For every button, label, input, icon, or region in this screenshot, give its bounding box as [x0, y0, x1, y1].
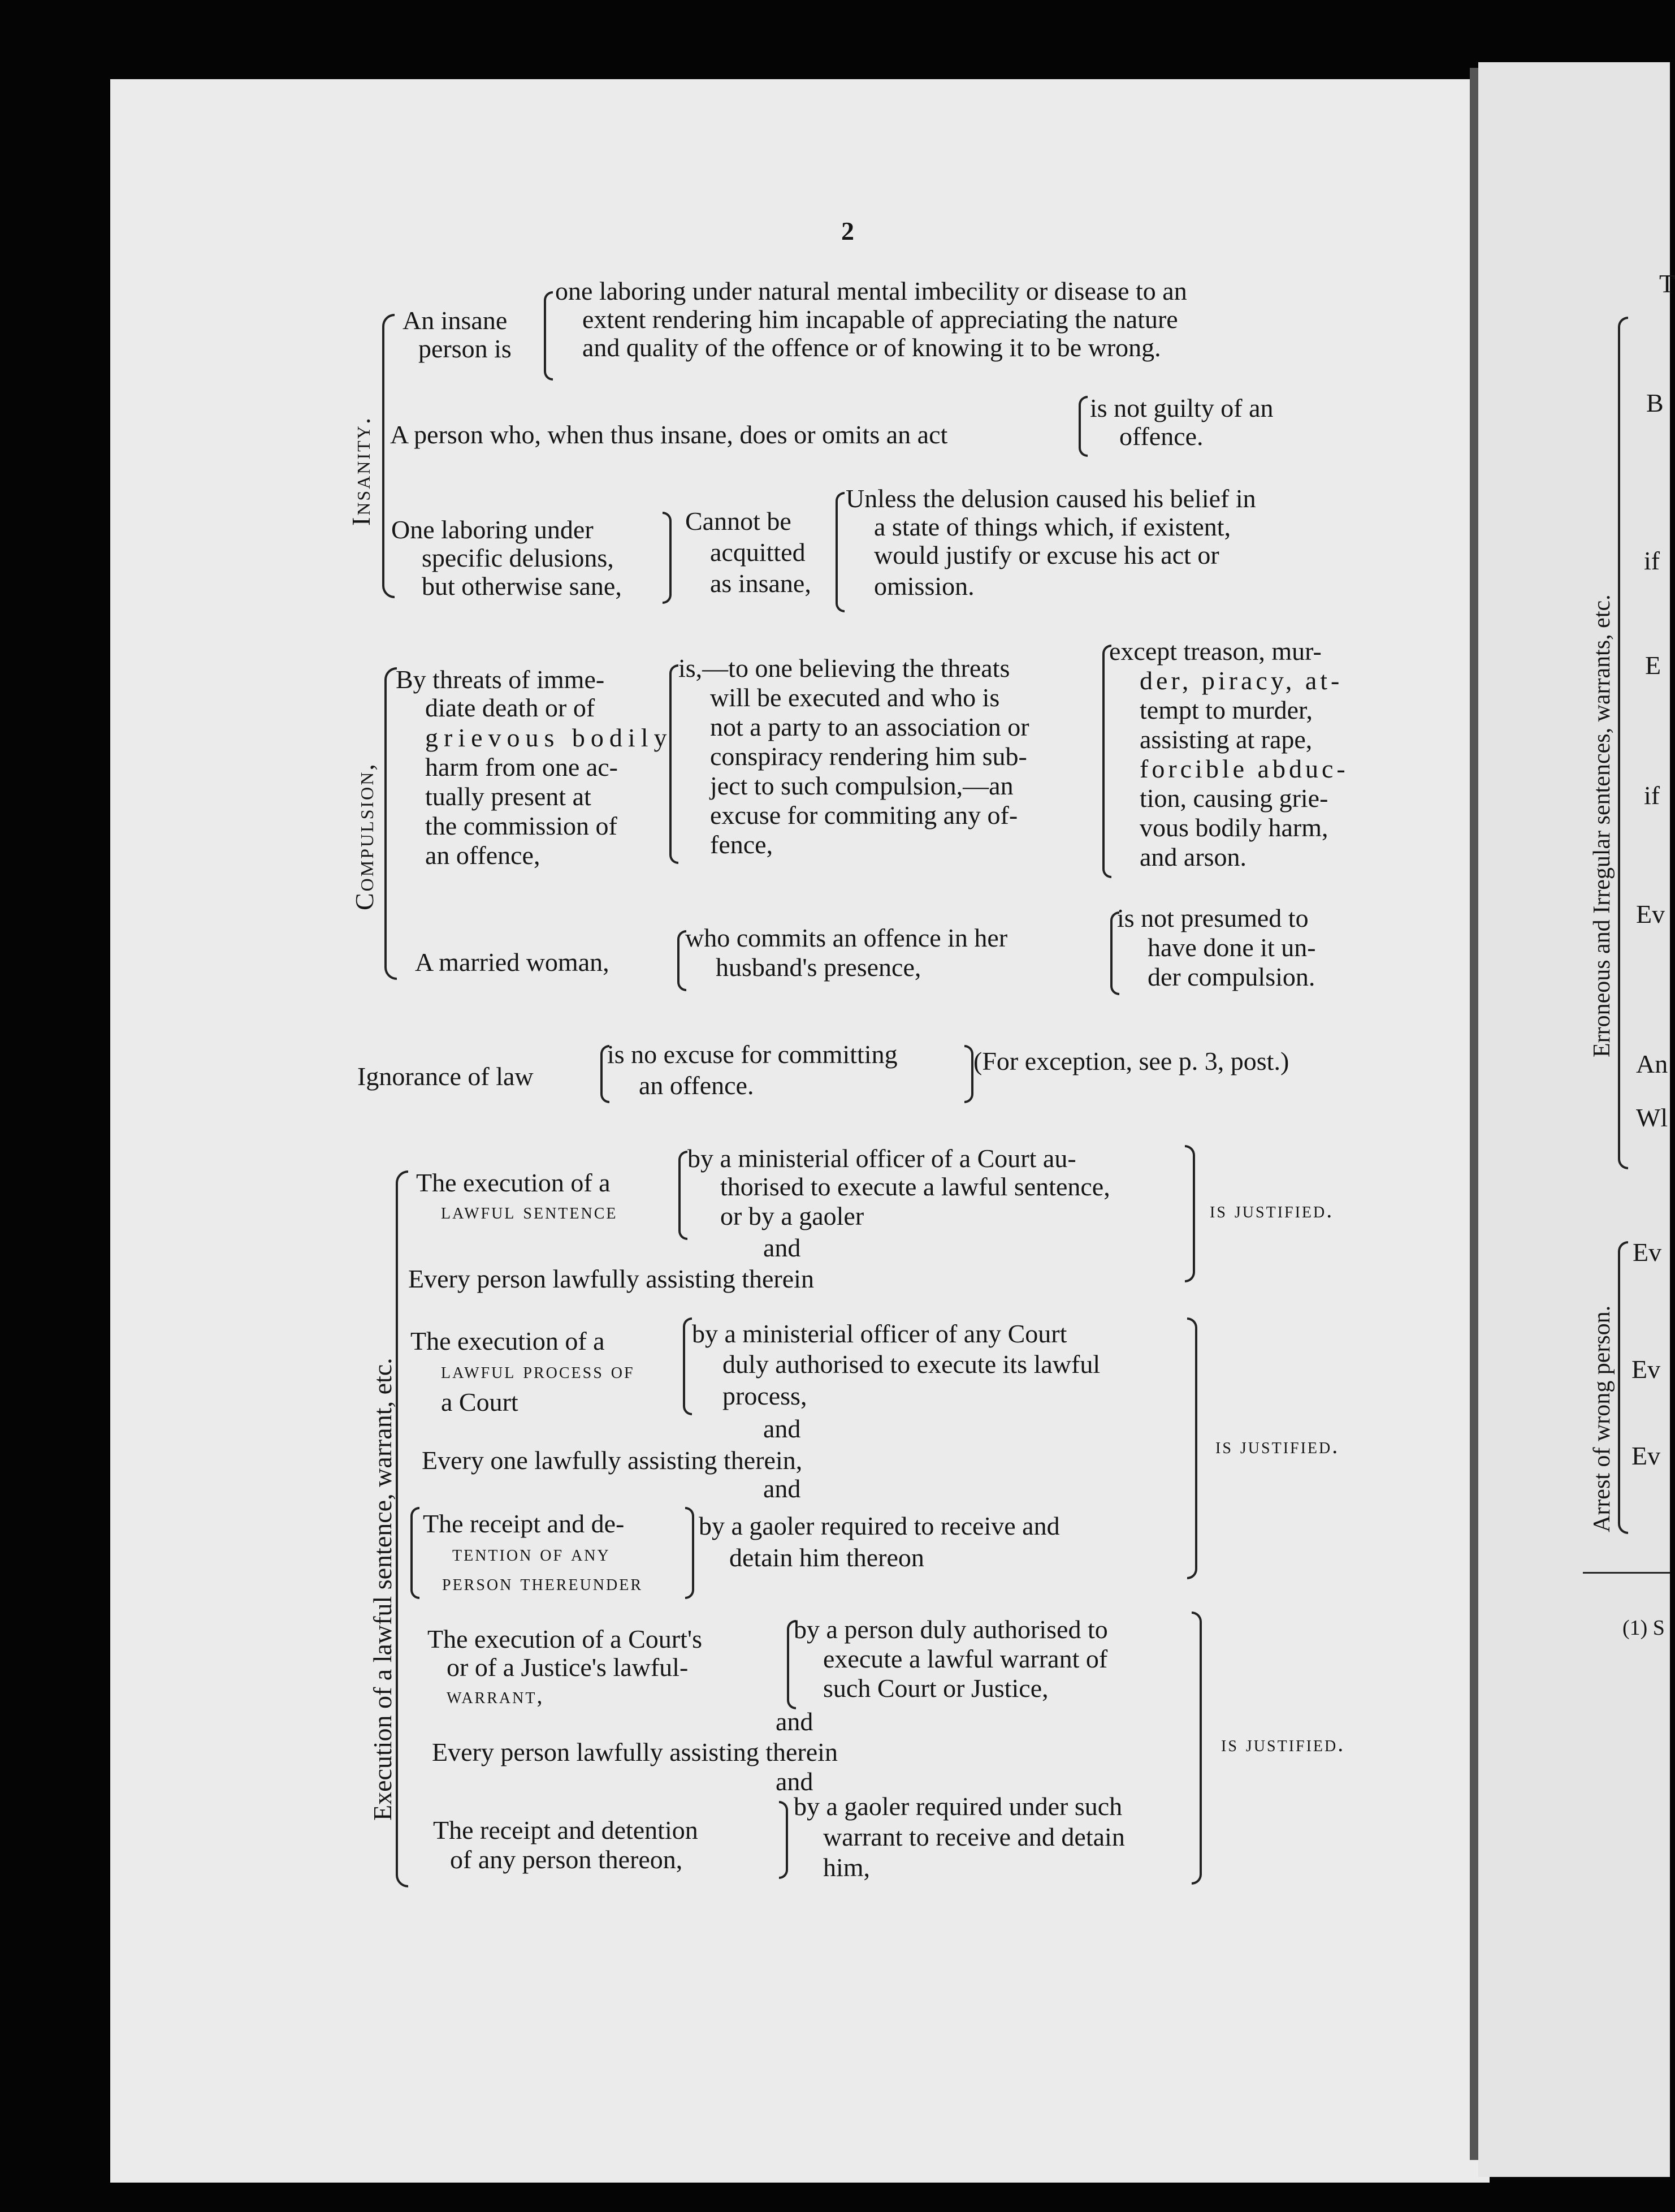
compulsion-r1-mid-3: not a party to an association or — [710, 712, 1029, 741]
right-fragment-6: Ev — [1636, 900, 1665, 928]
exec-g2-mid-1: by a ministerial officer of any Court — [692, 1319, 1067, 1348]
compulsion-r1-left-6: the commission of — [425, 811, 617, 840]
exec-g3-left-1: The execution of a Court's — [427, 1625, 703, 1653]
insanity-r3-mid-1: Cannot be — [685, 507, 791, 535]
insanity-r1-right-1: one laboring under natural mental imbecility or disease to an — [555, 276, 1187, 305]
exec-g2-receipt-mid-2: detain him thereon — [729, 1543, 924, 1572]
compulsion-r1-mid-2: will be executed and who is — [710, 683, 1000, 712]
ignorance-left: Ignorance of law — [357, 1062, 534, 1091]
exec-g2-receipt-mid-1: by a gaoler required to receive and — [699, 1511, 1060, 1540]
insanity-r3-brace-a — [663, 512, 672, 604]
exec-g2-mid-3: process, — [722, 1381, 807, 1410]
ignorance-mid-2: an offence. — [639, 1071, 754, 1100]
right-fragment-9: Ev — [1633, 1238, 1662, 1267]
ignorance-right: (For exception, see p. 3, post.) — [973, 1047, 1289, 1075]
exec-g1-every: Every person lawfully assisting therein — [408, 1264, 814, 1293]
exec-g3-mid-1: by a person duly authorised to — [794, 1615, 1108, 1644]
page-number: 2 — [841, 217, 854, 245]
exec-g2-receipt-brace — [685, 1507, 694, 1599]
compulsion-r1-left-2: diate death or of — [425, 693, 595, 722]
right-fragment-8: Wl — [1636, 1103, 1668, 1132]
right-fragment-2: B — [1646, 388, 1664, 417]
exec-g1-mid-3: or by a gaoler — [720, 1202, 864, 1230]
exec-g3-receipt-mid-1: by a gaoler required under such — [794, 1792, 1123, 1821]
exec-g3-receipt-mid-3: him, — [823, 1853, 871, 1882]
compulsion-r1-right-8: and arson. — [1140, 843, 1247, 871]
compulsion-r2-right-2: have done it un- — [1148, 933, 1316, 962]
exec-g1-mid-1: by a ministerial officer of a Court au- — [687, 1144, 1076, 1173]
insanity-r2-left: A person who, when thus insane, does or omits an act — [390, 420, 948, 449]
exec-g3-left-3: warrant, — [447, 1683, 544, 1708]
exec-g2-and: and — [763, 1414, 801, 1443]
execution-brace — [396, 1170, 408, 1887]
compulsion-r1-brace-a — [669, 664, 678, 864]
right-brace-2 — [1618, 1241, 1628, 1534]
compulsion-r1-right-4: assisting at rape, — [1140, 725, 1313, 754]
exec-g3-left-2: or of a Justice's lawful- — [447, 1653, 689, 1682]
insanity-r1-left-2: person is — [418, 334, 512, 363]
right-fragment-3: if — [1644, 546, 1660, 575]
compulsion-r1-mid-4: conspiracy rendering him sub- — [710, 742, 1027, 771]
insanity-r3-brace-b — [836, 492, 845, 612]
right-brace-1 — [1618, 317, 1628, 1169]
insanity-r2-right-1: is not guilty of an — [1090, 394, 1274, 422]
exec-g2-and2: and — [763, 1474, 801, 1503]
compulsion-r1-left-5: tually present at — [425, 782, 591, 811]
compulsion-r1-left-4: harm from one ac- — [425, 753, 618, 781]
exec-g1-left-2: lawful sentence — [441, 1198, 618, 1224]
insanity-r2-brace — [1079, 396, 1088, 457]
right-heading-2: Arrest of wrong person. — [1589, 1305, 1615, 1532]
insanity-brace — [382, 314, 395, 598]
compulsion-r2-left: A married woman, — [415, 948, 609, 977]
compulsion-r1-left-3: grievous bodily — [425, 723, 673, 752]
exec-g1-brace-b — [1185, 1145, 1195, 1282]
exec-g2-receipt-brace-left — [410, 1507, 419, 1599]
compulsion-r1-right-5: forcible abduc- — [1140, 754, 1349, 783]
execution-heading: Execution of a lawful sentence, warrant, etc. — [368, 1358, 397, 1821]
compulsion-r1-mid-5: ject to such compulsion,—an — [710, 771, 1014, 800]
insanity-r3-left-3: but otherwise sane, — [422, 572, 622, 600]
insanity-r3-right-1: Unless the delusion caused his belief in — [846, 484, 1256, 513]
exec-g3-receipt-mid-2: warrant to receive and detain — [823, 1822, 1125, 1851]
ignorance-mid-1: is no excuse for committing — [607, 1040, 898, 1069]
compulsion-r2-right-1: is not presumed to — [1117, 904, 1309, 932]
exec-g3-and: and — [776, 1707, 813, 1736]
insanity-r3-mid-3: as insane, — [710, 569, 811, 598]
insanity-heading: Insanity. — [347, 416, 375, 526]
exec-g3-brace-b — [1192, 1612, 1202, 1885]
insanity-r3-mid-2: acquitted — [710, 538, 806, 567]
exec-g2-every: Every one lawfully assisting therein, — [422, 1446, 803, 1475]
insanity-r3-right-2: a state of things which, if existent, — [874, 512, 1231, 541]
exec-g3-receipt-brace — [779, 1801, 788, 1879]
compulsion-r1-mid-6: excuse for commiting any of- — [710, 801, 1018, 830]
exec-g2-receipt-left-2: tention of any — [452, 1540, 611, 1566]
compulsion-r2-mid-2: husband's presence, — [716, 953, 921, 982]
insanity-r3-right-3: would justify or excuse his act or — [874, 541, 1219, 569]
exec-g1-left-1 — [416, 1168, 611, 1198]
right-fragment-11: Ev — [1631, 1441, 1661, 1470]
right-footnote: (1) S — [1622, 1616, 1665, 1640]
exec-g3-receipt-left-1: The receipt and detention — [433, 1816, 698, 1844]
exec-g3-result: is justified. — [1221, 1731, 1345, 1756]
right-footnote-rule — [1583, 1572, 1670, 1574]
exec-g2-brace-a — [683, 1317, 692, 1415]
insanity-r2-right-2: offence. — [1119, 422, 1204, 451]
exec-g3-and2: and — [776, 1767, 813, 1796]
insanity-r3-left-2: specific delusions, — [422, 543, 614, 572]
insanity-r1-brace — [544, 291, 553, 381]
compulsion-r1-left-7: an offence, — [425, 841, 540, 870]
right-fragment-4: E — [1645, 651, 1661, 680]
exec-g2-receipt-left-1: The receipt and de- — [423, 1509, 625, 1538]
insanity-r3-left-1: One laboring under — [391, 515, 594, 544]
insanity-r1-left-1: An insane — [402, 306, 508, 335]
exec-g2-result: is justified. — [1215, 1433, 1340, 1458]
compulsion-r1-mid-1: is,—to one believing the threats — [678, 654, 1010, 682]
compulsion-r1-right-7: vous bodily harm, — [1140, 813, 1328, 842]
insanity-r1-right-3: and quality of the offence or of knowing it to be wrong. — [582, 333, 1161, 362]
exec-g3-mid-2: execute a lawful warrant of — [823, 1644, 1108, 1673]
exec-g1-brace-a — [678, 1151, 687, 1240]
compulsion-r1-right-3: tempt to murder, — [1140, 695, 1313, 724]
exec-g1-and: and — [763, 1233, 801, 1262]
exec-g3-receipt-left-2: of any person thereon, — [450, 1845, 683, 1874]
exec-g2-brace-b — [1187, 1317, 1197, 1579]
exec-g1-left-1-text: The execution of a — [416, 1168, 611, 1197]
exec-g2-left-2: lawful process of — [441, 1358, 635, 1383]
compulsion-r1-left-1: By threats of imme- — [396, 665, 605, 694]
right-heading-1: Erroneous and Irregular sentences, warrants, etc. — [1589, 594, 1615, 1057]
exec-g1-result: is justified. — [1210, 1197, 1334, 1222]
right-fragment-7: An — [1636, 1049, 1668, 1078]
insanity-r1-right-2: extent rendering him incapable of appreciating the nature — [582, 305, 1178, 334]
compulsion-r1-right-6: tion, causing grie- — [1140, 784, 1328, 813]
right-fragment-1: T — [1659, 269, 1675, 298]
exec-g2-left-1: The execution of a — [410, 1327, 605, 1355]
exec-g3-mid-3: such Court or Justice, — [823, 1674, 1049, 1703]
compulsion-heading: Compulsion, — [350, 762, 379, 910]
exec-g1-mid-2: thorised to execute a lawful sentence, — [720, 1172, 1110, 1201]
compulsion-r1-brace-b — [1102, 645, 1111, 878]
insanity-r3-right-4: omission. — [874, 572, 975, 600]
compulsion-r1-right-2: der, piracy, at- — [1140, 666, 1343, 695]
compulsion-r2-mid-1: who commits an offence in her — [685, 923, 1008, 952]
exec-g2-left-3: a Court — [441, 1388, 518, 1416]
compulsion-r1-right-1: except treason, mur- — [1109, 637, 1322, 666]
compulsion-r2-right-3: der compulsion. — [1148, 962, 1315, 991]
exec-g2-mid-2: duly authorised to execute its lawful — [722, 1350, 1101, 1379]
compulsion-r1-mid-7: fence, — [710, 830, 773, 859]
right-fragment-10: Ev — [1631, 1355, 1661, 1384]
exec-g3-every: Every person lawfully assisting therein — [432, 1738, 838, 1766]
exec-g2-receipt-left-3: person thereunder — [442, 1570, 643, 1595]
ignorance-brace-b — [964, 1045, 973, 1103]
right-fragment-5: if — [1644, 781, 1660, 810]
left-page — [110, 79, 1490, 2183]
compulsion-brace — [384, 667, 397, 980]
